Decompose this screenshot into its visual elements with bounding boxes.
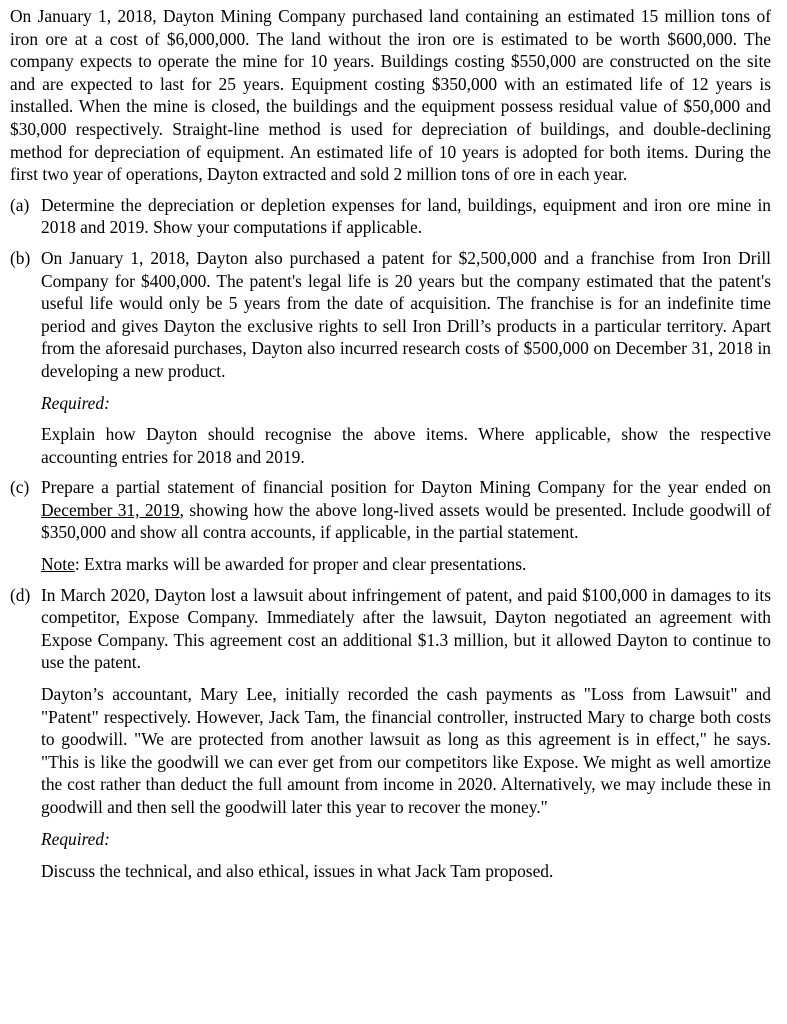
question-b-label: (b) xyxy=(10,247,31,268)
question-c-note-label: Note xyxy=(41,554,75,575)
question-b xyxy=(10,247,771,468)
intro-paragraph: On January 1, 2018, Dayton Mining Company purchased land containing an estimated 15 million tons of iron ore at a cost of $6,000,000. The land without the iron ore is estimated to be worth $600,000. The company expects to operate the mine for 10 years. Buildings costing $550,000 are constructed on the site and are expected to last for 25 years. Equipment costing $350,000 with an estimated life of 12 years is installed. When the mine is closed, the buildings and the equipment possess residual value of $50,000 and $30,000 respectively. Straight-line method is used for depreciation of buildings, and double-declining method for depreciation of equipment. An estimated life of 10 years is adopted for both items. During the first two year of operations, Dayton extracted and sold 2 million tons of ore in each year. xyxy=(10,6,771,185)
question-d xyxy=(10,584,771,883)
question-c-text-after: , showing how the above long-lived assets would be presented. Include goodwill of $350,000 and show all contra accounts, if applicable, in the partial statement. xyxy=(41,499,771,543)
question-b-text: On January 1, 2018, Dayton also purchased a patent for $2,500,000 and a franchise from Iron Drill Company for $400,000. The patent's legal life is 20 years but the company estimated that the patent's useful life would only be 5 years from the date of acquisition. The franchise is for an indefinite time period and gives Dayton the exclusive rights to sell Iron Drill’s products in a particular territory. Apart from the aforesaid purchases, Dayton also incurred research costs of $500,000 on December 31, 2018 in developing a new product. xyxy=(41,247,771,381)
question-c-note xyxy=(41,553,771,576)
question-d-paragraph2: Dayton’s accountant, Mary Lee, initially recorded the cash payments as "Loss from Lawsuit" and "Patent" respectively. However, Jack Tam, the financial controller, instructed Mary to charge both costs to goodwill. "We are protected from another lawsuit as long as this agreement is in effect," he says. "This is like the goodwill we can ever get from our competitors like Expose. We might as well amortize the cost rather than deduct the full amount from income in 2020. Alternatively, we may include these in goodwill and then sell the goodwill later this year to recover the money." xyxy=(41,684,771,817)
question-d-text: In March 2020, Dayton lost a lawsuit about infringement of patent, and paid $100,000 in damages to its competitor, Expose Company. Immediately after the lawsuit, Dayton negotiated an agreement with Expose Company. This agreement cost an additional $1.3 million, but it allowed Dayton to continue to use the patent. xyxy=(41,584,771,673)
question-d-required-label: Required: xyxy=(41,828,110,849)
question-d-required-text: Discuss the technical, and also ethical, issues in what Jack Tam proposed. xyxy=(41,861,554,882)
question-c-label: (c) xyxy=(10,477,30,498)
question-c-note-text: : Extra marks will be awarded for proper and clear presentations. xyxy=(74,554,527,575)
question-b-required-text: Explain how Dayton should recognise the above items. Where applicable, show the respective accounting entries for 2018 and 2019. xyxy=(41,424,771,467)
question-a-text: Determine the depreciation or depletion expenses for land, buildings, equipment and iron ore mine in 2018 and 2019. Show your computations if applicable. xyxy=(41,194,771,238)
question-c xyxy=(10,476,771,575)
question-c-text xyxy=(41,476,771,544)
question-c-date: December 31, 2019 xyxy=(41,499,180,520)
question-a xyxy=(10,194,771,239)
question-d-label: (d) xyxy=(10,584,31,605)
question-c-text-before: Prepare a partial statement of financial position for Dayton Mining Company for the year ended on xyxy=(41,477,771,498)
question-b-required-label: Required: xyxy=(41,392,110,413)
question-a-label: (a) xyxy=(10,194,30,215)
